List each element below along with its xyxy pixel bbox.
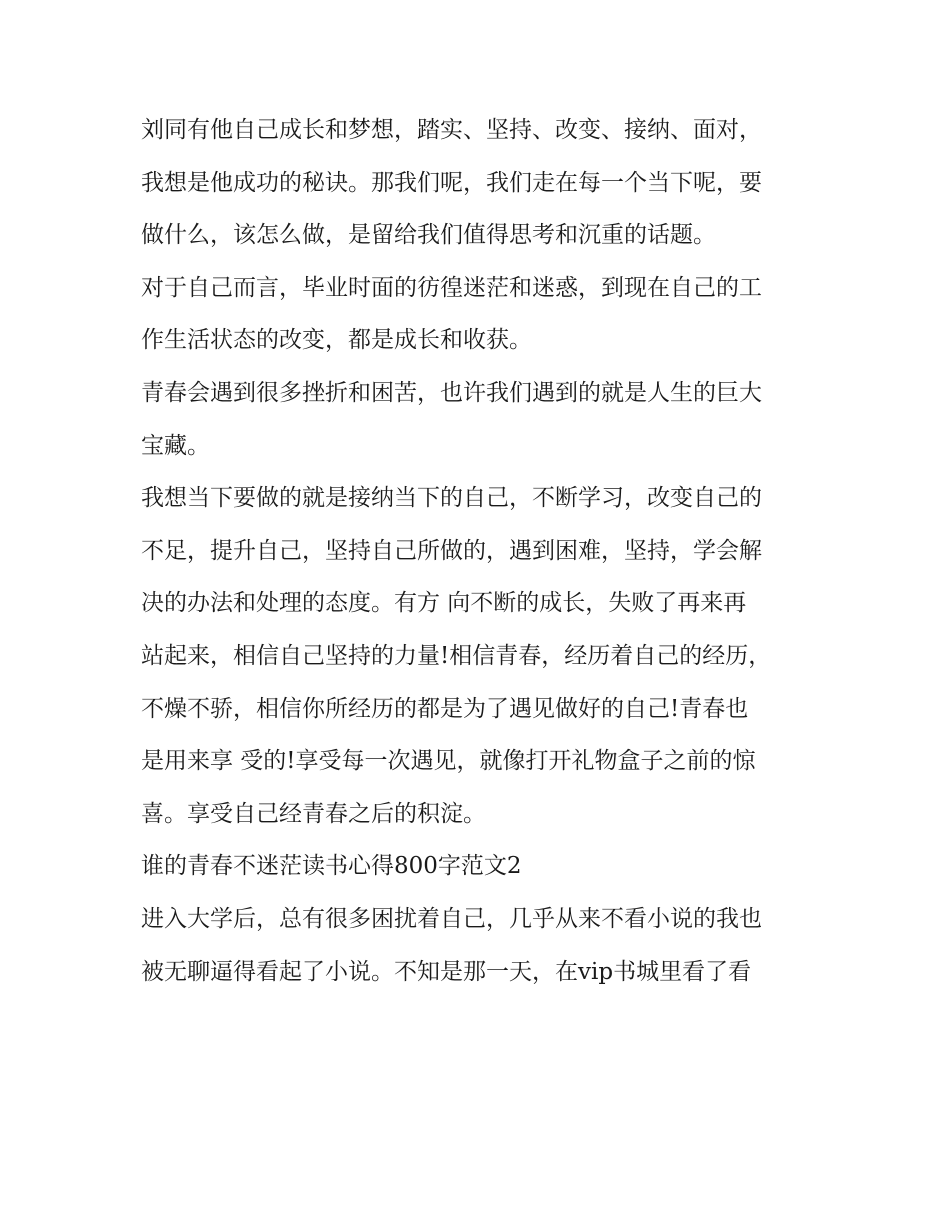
document-body — [141, 104, 813, 998]
text-line: 作生活状态的改变，都是成长和收获。 — [141, 327, 532, 354]
text-line: 刘同有他自己成长和梦想，踏实、坚持、改变、接纳、面对， — [141, 117, 762, 143]
text-line: 宝藏。 — [141, 432, 210, 459]
text-line: 被无聊逼得看起了小说。不知是那一天，在vip书城里看了看 — [141, 958, 752, 985]
text-line: 不燥不骄，相信你所经历的都是为了遇见做好的自己!青春也 — [141, 695, 749, 722]
text-line: 做什么，该怎么做，是留给我们值得思考和沉重的话题。 — [141, 222, 716, 249]
text-line: 青春会遇到很多挫折和困苦，也许我们遇到的就是人生的巨大 — [141, 379, 762, 406]
text-line: 对于自己而言，毕业时面的彷徨迷茫和迷惑，到现在自己的工 — [141, 274, 762, 301]
text-line: 站起来，相信自己坚持的力量!相信青春，经历着自己的经历， — [141, 642, 772, 669]
text-line: 喜。享受自己经青春之后的积淀。 — [141, 800, 486, 827]
text-line: 决的办法和处理的态度。有方 向不断的成长，失败了再来再 — [141, 590, 747, 617]
text-line: 我想当下要做的就是接纳当下的自己，不断学习，改变自己的 — [141, 485, 762, 512]
text-line: 我想是他成功的秘诀。那我们呢，我们走在每一个当下呢，要 — [141, 169, 762, 196]
text-line: 不足，提升自己，坚持自己所做的，遇到困难，坚持，学会解 — [141, 537, 762, 564]
section-heading: 谁的青春不迷茫读书心得800字范文2 — [141, 853, 522, 880]
text-line: 是用来享 受的!享受每一次遇见，就像打开礼物盒子之前的惊 — [141, 748, 756, 775]
text-line: 进入大学后，总有很多困扰着自己，几乎从来不看小说的我也 — [141, 905, 762, 932]
